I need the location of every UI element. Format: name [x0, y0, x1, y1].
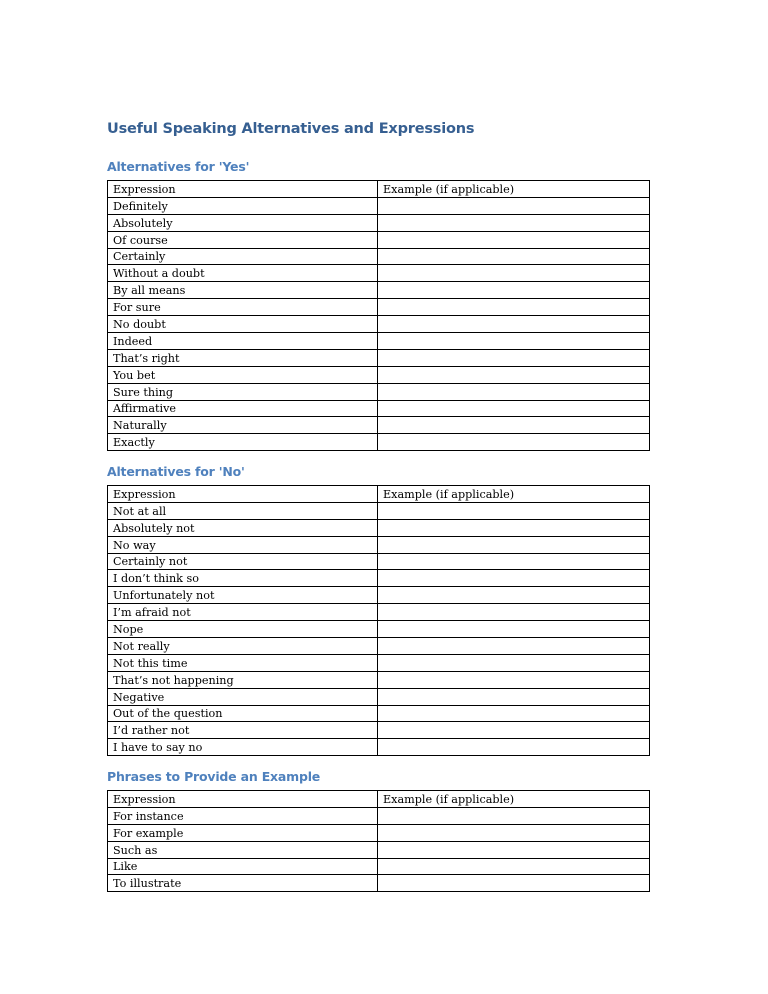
- table-row: [108, 383, 650, 400]
- expression-cell: Affirmative: [108, 400, 378, 417]
- example-cell: [378, 604, 650, 621]
- example-cell: [378, 349, 650, 366]
- expression-cell: I’m afraid not: [108, 604, 378, 621]
- example-cell: [378, 688, 650, 705]
- expression-cell: Definitely: [108, 197, 378, 214]
- example-cell: [378, 722, 650, 739]
- table-row: [108, 536, 650, 553]
- expression-cell: That’s not happening: [108, 671, 378, 688]
- table-row: [108, 417, 650, 434]
- example-cell: [378, 197, 650, 214]
- expression-cell: Naturally: [108, 417, 378, 434]
- expression-cell: Without a doubt: [108, 265, 378, 282]
- example-cell: [378, 654, 650, 671]
- expression-cell: Unfortunately not: [108, 587, 378, 604]
- table-row: [108, 299, 650, 316]
- table-row: [108, 248, 650, 265]
- example-phrases-table: [107, 790, 650, 892]
- table-row: [108, 722, 650, 739]
- section-heading-example-phrases: Phrases to Provide an Example: [107, 769, 321, 784]
- example-cell: [378, 214, 650, 231]
- expression-cell: By all means: [108, 282, 378, 299]
- expression-cell: That’s right: [108, 349, 378, 366]
- column-header-expression: Expression: [108, 181, 378, 198]
- example-cell: [378, 638, 650, 655]
- expression-cell: No way: [108, 536, 378, 553]
- example-cell: [378, 248, 650, 265]
- table-header-row: [108, 486, 650, 503]
- table-row: [108, 705, 650, 722]
- table-row: [108, 231, 650, 248]
- table-row: [108, 604, 650, 621]
- section-heading-no: Alternatives for 'No': [107, 464, 245, 479]
- expression-cell: You bet: [108, 366, 378, 383]
- table-row: [108, 366, 650, 383]
- example-cell: [378, 875, 650, 892]
- example-cell: [378, 553, 650, 570]
- document-title: Useful Speaking Alternatives and Expressions: [107, 121, 475, 137]
- expression-cell: Absolutely not: [108, 519, 378, 536]
- table-row: [108, 265, 650, 282]
- example-cell: [378, 231, 650, 248]
- expression-cell: Not at all: [108, 502, 378, 519]
- example-cell: [378, 570, 650, 587]
- expression-cell: Exactly: [108, 434, 378, 451]
- section-heading-yes: Alternatives for 'Yes': [107, 159, 250, 174]
- expression-cell: Not really: [108, 638, 378, 655]
- expression-cell: I’d rather not: [108, 722, 378, 739]
- example-cell: [378, 333, 650, 350]
- table-row: [108, 621, 650, 638]
- table-row: [108, 349, 650, 366]
- example-cell: [378, 417, 650, 434]
- expression-cell: Sure thing: [108, 383, 378, 400]
- table-header-row: [108, 181, 650, 198]
- expression-cell: For example: [108, 824, 378, 841]
- example-cell: [378, 265, 650, 282]
- example-cell: [378, 536, 650, 553]
- expression-cell: I don’t think so: [108, 570, 378, 587]
- expression-cell: Not this time: [108, 654, 378, 671]
- expression-cell: No doubt: [108, 316, 378, 333]
- table-row: [108, 333, 650, 350]
- column-header-example: Example (if applicable): [378, 791, 650, 808]
- table-header-row: [108, 791, 650, 808]
- table-row: [108, 570, 650, 587]
- example-cell: [378, 282, 650, 299]
- column-header-example: Example (if applicable): [378, 486, 650, 503]
- example-cell: [378, 705, 650, 722]
- table-row: [108, 824, 650, 841]
- expression-cell: For sure: [108, 299, 378, 316]
- table-row: [108, 841, 650, 858]
- yes-alternatives-table: [107, 180, 650, 451]
- table-row: [108, 519, 650, 536]
- column-header-example: Example (if applicable): [378, 181, 650, 198]
- example-cell: [378, 841, 650, 858]
- table-row: [108, 282, 650, 299]
- expression-cell: To illustrate: [108, 875, 378, 892]
- example-cell: [378, 316, 650, 333]
- expression-cell: Like: [108, 858, 378, 875]
- expression-cell: Of course: [108, 231, 378, 248]
- column-header-expression: Expression: [108, 486, 378, 503]
- table-row: [108, 875, 650, 892]
- example-cell: [378, 434, 650, 451]
- example-cell: [378, 858, 650, 875]
- example-cell: [378, 587, 650, 604]
- expression-cell: I have to say no: [108, 739, 378, 756]
- expression-cell: Such as: [108, 841, 378, 858]
- table-row: [108, 739, 650, 756]
- example-cell: [378, 621, 650, 638]
- example-cell: [378, 400, 650, 417]
- expression-cell: Negative: [108, 688, 378, 705]
- table-row: [108, 400, 650, 417]
- example-cell: [378, 383, 650, 400]
- table-row: [108, 197, 650, 214]
- table-row: [108, 214, 650, 231]
- example-cell: [378, 824, 650, 841]
- table-row: [108, 688, 650, 705]
- no-alternatives-table: [107, 485, 650, 756]
- expression-cell: For instance: [108, 807, 378, 824]
- example-cell: [378, 671, 650, 688]
- example-cell: [378, 739, 650, 756]
- example-cell: [378, 519, 650, 536]
- table-row: [108, 316, 650, 333]
- table-row: [108, 502, 650, 519]
- table-row: [108, 434, 650, 451]
- table-row: [108, 587, 650, 604]
- table-row: [108, 671, 650, 688]
- expression-cell: Certainly: [108, 248, 378, 265]
- expression-cell: Absolutely: [108, 214, 378, 231]
- table-row: [108, 858, 650, 875]
- expression-cell: Nope: [108, 621, 378, 638]
- expression-cell: Out of the question: [108, 705, 378, 722]
- table-row: [108, 807, 650, 824]
- table-row: [108, 654, 650, 671]
- expression-cell: Indeed: [108, 333, 378, 350]
- example-cell: [378, 299, 650, 316]
- example-cell: [378, 502, 650, 519]
- expression-cell: Certainly not: [108, 553, 378, 570]
- table-row: [108, 553, 650, 570]
- column-header-expression: Expression: [108, 791, 378, 808]
- table-row: [108, 638, 650, 655]
- example-cell: [378, 366, 650, 383]
- example-cell: [378, 807, 650, 824]
